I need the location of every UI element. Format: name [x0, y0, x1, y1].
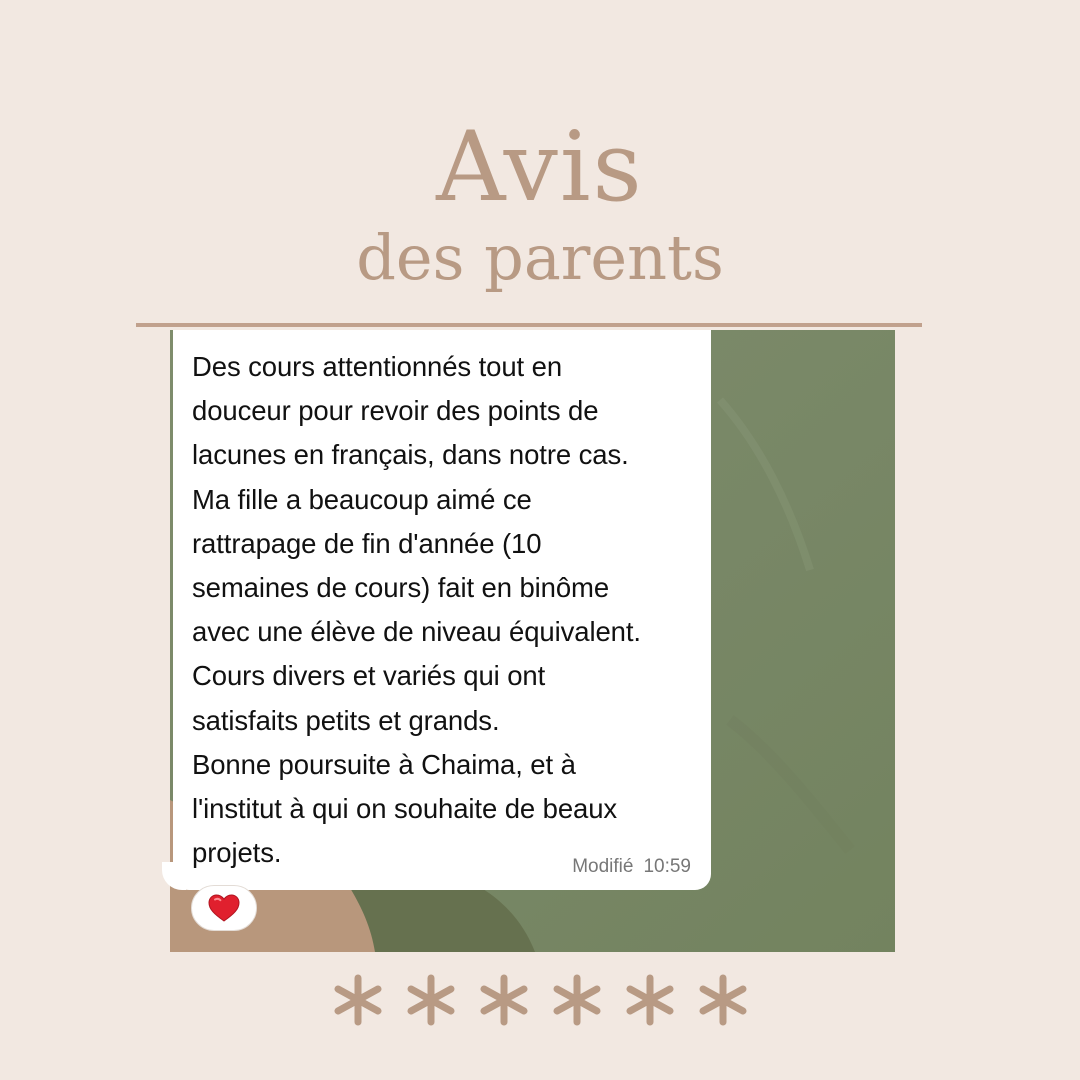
heart-reaction[interactable] [191, 885, 257, 931]
message-text: Des cours attentionnés tout en douceur pour revoir des points de lacunes en français, dans notre cas. Ma fille a beaucoup aimé ce rattrapage de fin d'année (10 semaines de cours) fait en binôme avec une élève de niveau équivalent. Cours divers et variés qui ont satisfaits petits et grands. Bonne poursuite à Chaima, et à l'institut à qui on souhaite de beaux projets. [192, 351, 641, 869]
heart-icon [208, 894, 240, 923]
edited-label: Modifié [572, 856, 634, 877]
message-bubble[interactable] [173, 330, 711, 890]
asterisk-star-icon [622, 972, 678, 1028]
asterisk-star-icon [695, 972, 751, 1028]
title-divider [136, 323, 922, 327]
asterisk-star-icon [549, 972, 605, 1028]
rating-decoration [330, 972, 751, 1028]
page-subtitle: des parents [356, 221, 724, 294]
asterisk-star-icon [403, 972, 459, 1028]
message-meta [572, 856, 691, 878]
message-time: 10:59 [643, 856, 691, 877]
page-title: Avis [436, 111, 644, 223]
asterisk-star-icon [476, 972, 532, 1028]
asterisk-star-icon [330, 972, 386, 1028]
